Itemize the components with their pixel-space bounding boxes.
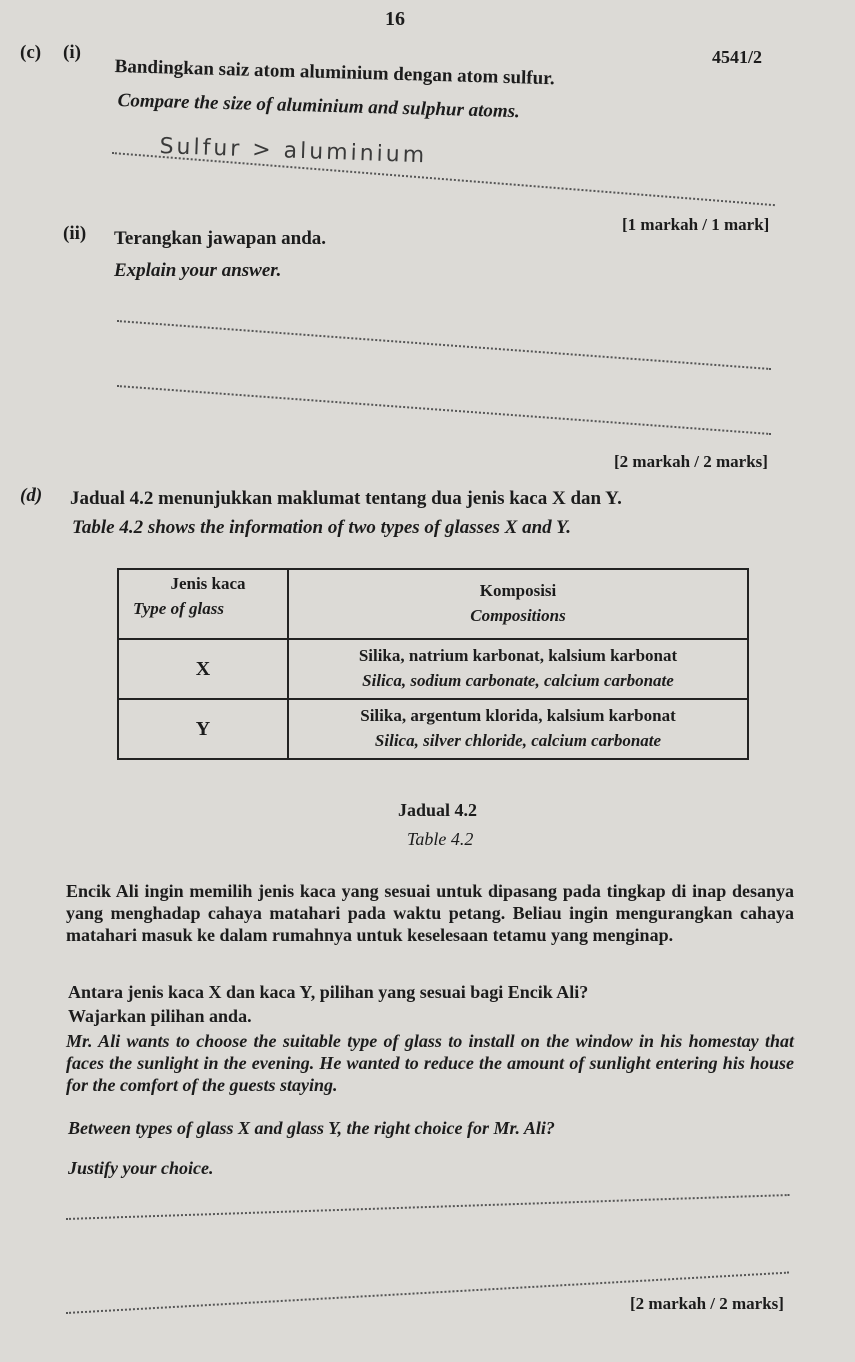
row-x-type: X [118,639,288,699]
scenario-malay-text: Encik Ali ingin memilih jenis kaca yang sesuai untuk dipasang pada tingkap di inap desanya yang menghadap cahaya matahari pada waktu petang. Beliau ingin mengurangkan cahaya matahari masuk ke dalam rumahnya untuk keselesaan tetamu yang menginap. [66,881,794,945]
answer-line[interactable] [112,152,775,206]
answer-line[interactable] [66,1194,790,1220]
row-x-malay: Silika, natrium karbonat, kalsium karbonat [358,646,678,666]
header-type-english: Type of glass [133,598,224,618]
scenario-english-text: Mr. Ali wants to choose the suitable type of glass to install on the window in his homestay that faces the sunlight in the evening. He wanted to reduce the amount of sunlight entering his house for the comfort of the guests staying. [66,1031,794,1095]
table-row [118,699,748,759]
row-y-english: Silica, silver chloride, calcium carbonate [374,731,662,750]
row-x-english: Silica, sodium carbonate, calcium carbonate [362,671,674,690]
header-comp-malay: Komposisi [479,581,557,601]
table-caption-english: Table 4.2 [407,829,474,849]
glass-table [117,568,749,760]
table-header-row [118,569,748,639]
marks-c-i-text: [1 markah / 1 mark] [622,215,770,234]
question-c-i-malay: Bandingkan saiz atom aluminium dengan atom sulfur. [114,56,555,90]
scenario-english [66,1030,794,1096]
header-type-cell [118,569,288,639]
marks-d: [2 markah / 2 marks] [630,1294,784,1313]
header-comp-english: Compositions [470,606,566,625]
question-d-malay-ask: Antara jenis kaca X dan kaca Y, pilihan yang sesuai bagi Encik Ali? [68,982,589,1002]
handwritten-answer: Sulfur > aluminium [159,134,428,169]
paper-code: 4541/2 [712,47,763,67]
marks-c-i [622,215,769,235]
instruction-malay: Wajarkan pilihan anda. [68,1006,252,1026]
header-comp-cell [288,569,748,639]
question-c-label: (c) [20,42,42,63]
table-row [118,639,748,699]
question-d-english: Table 4.2 shows the information of two types of glasses X and Y. [72,517,571,538]
scenario-malay [66,880,794,992]
table-caption-malay: Jadual 4.2 [398,800,478,820]
page-number: 16 [385,8,405,30]
answer-line[interactable] [117,385,771,435]
row-y-malay: Silika, argentum klorida, kalsium karbonat [360,706,676,726]
question-c-ii-english: Explain your answer. [114,260,282,281]
question-c-ii-label: (ii) [63,223,87,244]
header-type-malay: Jenis kaca [170,574,246,593]
row-x-composition [288,639,748,699]
question-d-english-ask: Between types of glass X and glass Y, the right choice for Mr. Ali? [68,1118,555,1138]
row-y-composition [288,699,748,759]
instruction-english: Justify your choice. [68,1158,214,1178]
answer-line[interactable] [117,320,771,370]
question-c-i-label: (i) [63,42,81,63]
question-c-i-english: Compare the size of aluminium and sulphur atoms. [117,90,521,123]
marks-c-ii: [2 markah / 2 marks] [614,452,768,471]
question-d-label: (d) [20,485,43,506]
question-c-ii-malay: Terangkan jawapan anda. [114,228,327,249]
question-d-malay: Jadual 4.2 menunjukkan maklumat tentang dua jenis kaca X dan Y. [70,488,622,509]
row-y-type: Y [118,699,288,759]
